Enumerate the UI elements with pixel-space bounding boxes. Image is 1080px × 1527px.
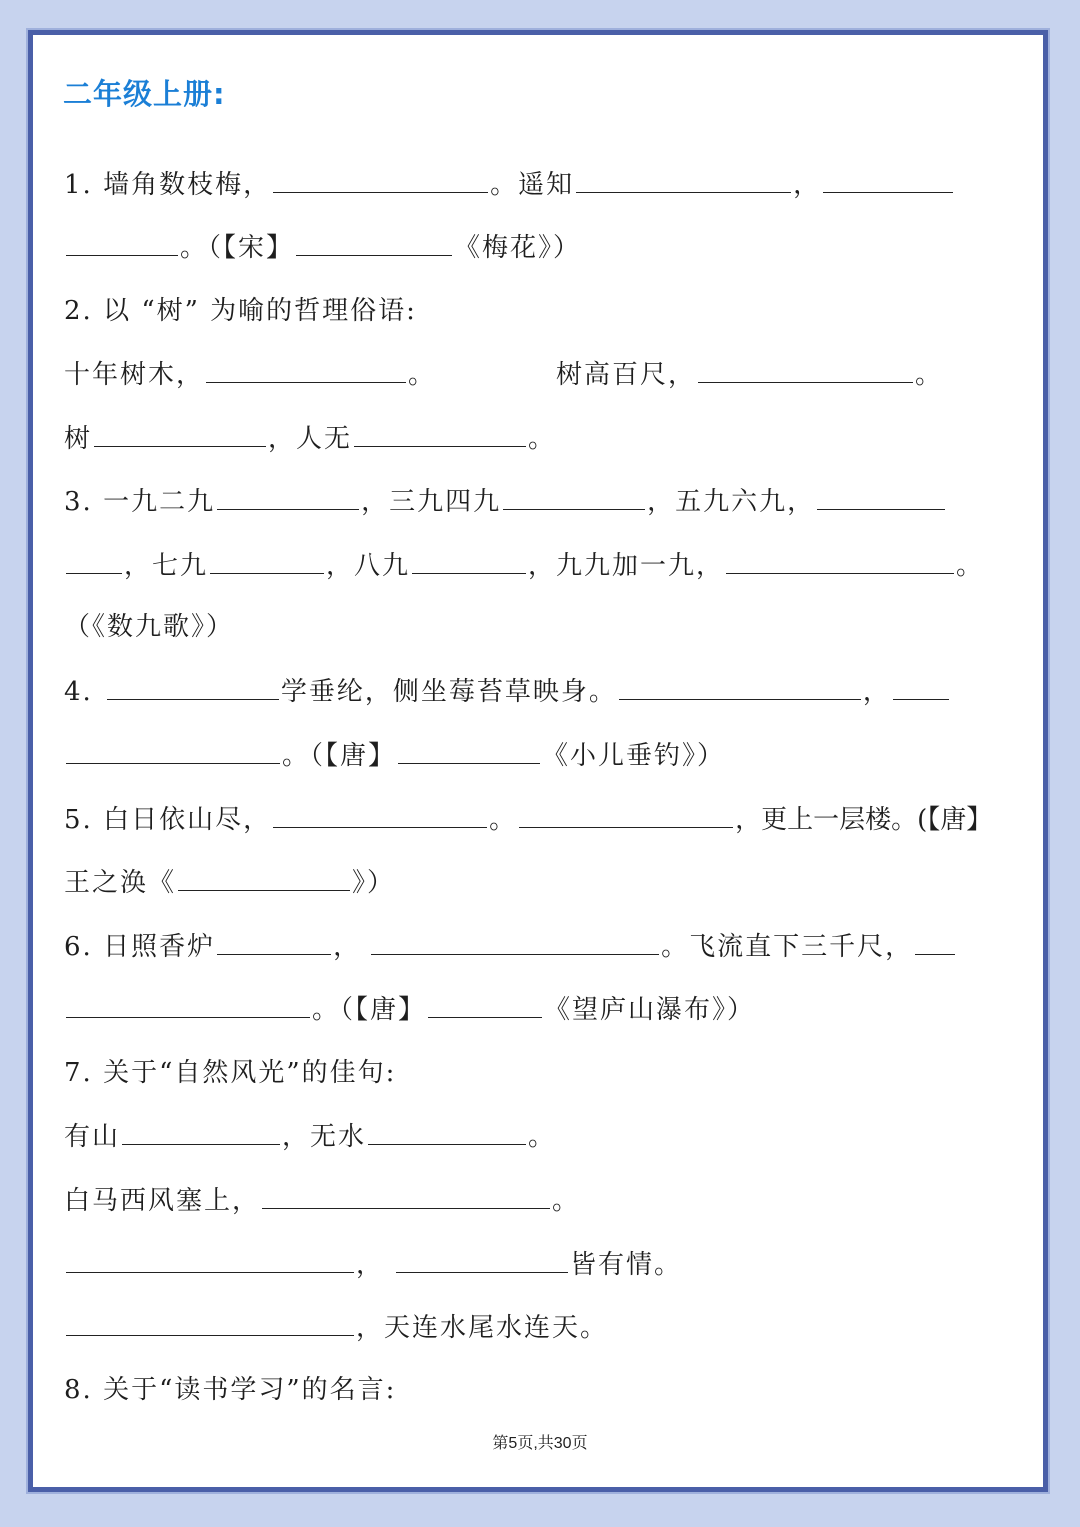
q2-heading: 2. 以 “树” 为喻的哲理俗语:	[64, 296, 417, 326]
q6-line-1	[64, 928, 1022, 965]
section-title: 二年级上册:	[63, 77, 226, 111]
q7-text-d: 白马西风塞上，	[64, 1186, 261, 1216]
q6-blank-4[interactable]	[66, 991, 310, 1018]
q7-blank-3[interactable]	[262, 1182, 550, 1209]
q3-blank-6[interactable]	[412, 547, 526, 574]
q4-line-2	[64, 737, 1022, 774]
q3-blank-5[interactable]	[210, 547, 324, 574]
q7-line-4	[64, 1309, 1022, 1346]
q2-text-b: 。	[408, 360, 437, 390]
q7-blank-4[interactable]	[66, 1246, 354, 1273]
q1-text-c: ，	[793, 170, 822, 200]
q2-text-e: 树	[64, 424, 93, 454]
q3-blank-4[interactable]	[66, 547, 122, 574]
q6-text-a: 6. 日照香炉	[64, 932, 216, 962]
q7-blank-5[interactable]	[396, 1246, 568, 1273]
q3-text-a: 3. 一九二九	[64, 487, 216, 517]
q4-line-1	[64, 673, 1022, 710]
q4-text-c: ，	[862, 677, 891, 707]
page-footer: 第5页,共30页	[492, 1435, 588, 1452]
q1-text-b: 。遥知	[490, 170, 575, 200]
q3-blank-3[interactable]	[817, 483, 945, 510]
q4-text-e: 《小儿垂钓》）	[542, 741, 726, 771]
q4-blank-3[interactable]	[893, 673, 949, 700]
q6-blank-5[interactable]	[428, 991, 542, 1018]
q1-text-e: 《梅花》）	[454, 233, 582, 263]
q3-text-b: ，三九四九	[361, 487, 502, 517]
q2-text-c: 树高百尺，	[556, 360, 697, 390]
q5-text-b: 。	[489, 805, 518, 835]
q5-text-d: 王之涣《	[64, 868, 177, 898]
q7-line-3	[64, 1246, 1022, 1283]
q1-blank-1[interactable]	[273, 166, 488, 193]
q1-line-2	[64, 229, 1022, 266]
q6-text-e: 《望庐山瀑布》）	[544, 995, 756, 1025]
q2-text-a: 十年树木，	[64, 360, 205, 390]
q1-blank-3[interactable]	[823, 166, 953, 193]
q3-blank-2[interactable]	[503, 483, 645, 510]
q3-text-g: 。	[956, 551, 985, 581]
q7-text-h: ，天连水尾水连天。	[356, 1313, 609, 1343]
q7-text-f: ，	[356, 1250, 385, 1280]
q4-text-d: 。（【唐】	[282, 741, 397, 771]
q4-text-b: 学垂纶，侧坐莓苔草映身。	[280, 677, 617, 707]
q6-blank-2[interactable]	[371, 928, 659, 955]
q3-source: （《数九歌》）	[64, 612, 235, 642]
q7-text-e: 。	[552, 1186, 581, 1216]
q4-blank-4[interactable]	[66, 737, 280, 764]
q3-line-1	[64, 483, 1022, 520]
q3-text-e: ，八九	[326, 551, 411, 581]
q3-blank-7[interactable]	[726, 547, 954, 574]
q5-text-a: 5. 白日依山尽，	[64, 805, 272, 835]
q1-blank-5[interactable]	[296, 229, 452, 256]
q3-text-c: ，五九六九，	[647, 487, 816, 517]
q4-blank-1[interactable]	[107, 673, 279, 700]
q7-blank-2[interactable]	[368, 1118, 526, 1145]
q3-text-f: ，九九加一九，	[528, 551, 725, 581]
q6-text-c: 。飞流直下三千尺，	[661, 932, 914, 962]
q1-line-1	[64, 166, 1022, 203]
q7-blank-1[interactable]	[122, 1118, 280, 1145]
q7-line-1	[64, 1118, 1022, 1155]
q5-blank-2[interactable]	[519, 801, 733, 828]
q4-text-a: 4.	[64, 677, 93, 707]
q5-blank-3[interactable]	[178, 864, 350, 891]
q4-blank-5[interactable]	[398, 737, 540, 764]
q2-blank-2[interactable]	[698, 356, 913, 383]
q6-text-b: ，	[333, 932, 362, 962]
q3-line-2	[64, 547, 1022, 584]
q5-text-e: 》）	[352, 868, 396, 898]
q6-blank-3[interactable]	[915, 928, 955, 955]
q1-blank-2[interactable]	[576, 166, 791, 193]
q1-text-d: 。（【宋】	[180, 233, 295, 263]
q5-blank-1[interactable]	[273, 801, 487, 828]
q2-line-1	[64, 356, 1022, 393]
q7-heading: 7. 关于“自然风光”的佳句:	[64, 1058, 397, 1088]
q6-blank-1[interactable]	[217, 928, 331, 955]
q6-text-d: 。（【唐】	[312, 995, 427, 1025]
q4-blank-2[interactable]	[619, 673, 861, 700]
q7-text-c: 。	[528, 1122, 557, 1152]
q5-line-1	[64, 801, 1022, 838]
q2-line-2	[64, 420, 1022, 457]
q2-text-d: 。	[915, 360, 944, 390]
q2-blank-1[interactable]	[206, 356, 406, 383]
q8-heading: 8. 关于“读书学习”的名言:	[64, 1375, 397, 1405]
q3-blank-1[interactable]	[217, 483, 359, 510]
q6-line-2	[64, 991, 1022, 1028]
q7-blank-6[interactable]	[66, 1309, 354, 1336]
q7-text-a: 有山	[64, 1122, 121, 1152]
q2-text-g: 。	[528, 424, 557, 454]
q2-blank-4[interactable]	[354, 420, 526, 447]
q1-text-a: 1. 墙角数枝梅，	[64, 170, 272, 200]
q7-text-b: ，无水	[282, 1122, 367, 1152]
q5-text-c: ，更上一层楼。(【唐】	[735, 805, 993, 835]
q1-blank-4[interactable]	[66, 229, 178, 256]
q3-text-d: ，七九	[124, 551, 209, 581]
q2-blank-3[interactable]	[94, 420, 266, 447]
q2-text-f: ，人无	[268, 424, 353, 454]
q7-text-g: 皆有情。	[570, 1250, 683, 1280]
q7-line-2	[64, 1182, 1022, 1219]
q5-line-2	[64, 864, 1022, 901]
